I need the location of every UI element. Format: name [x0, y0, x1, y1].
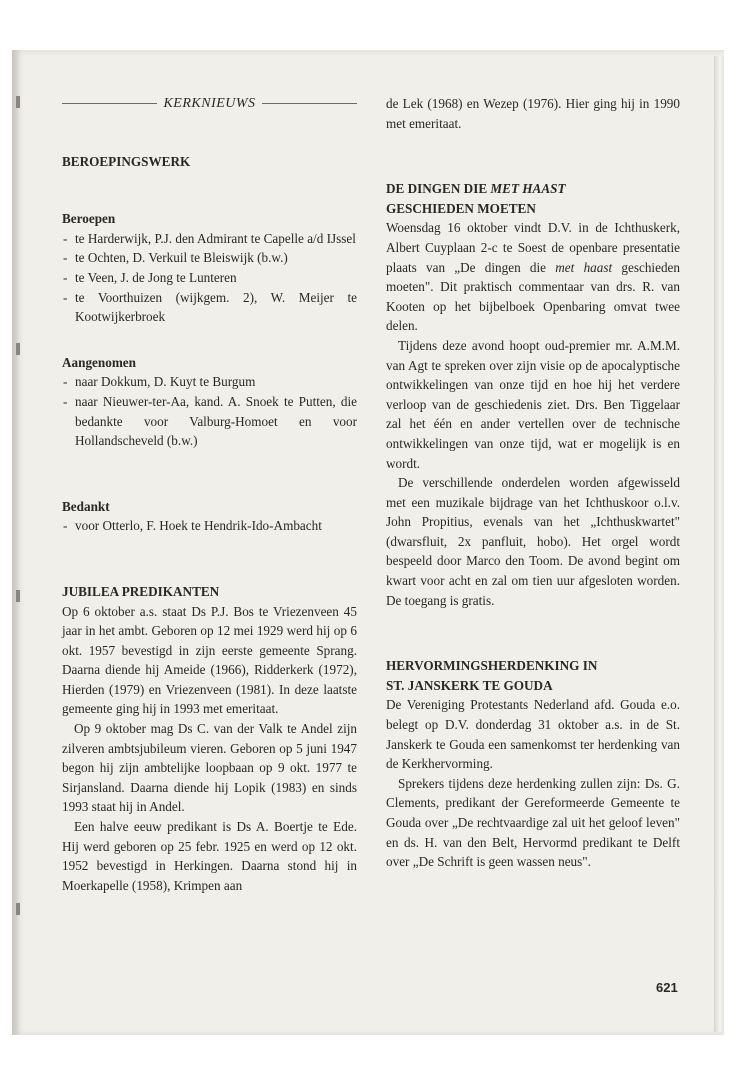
paragraph — [386, 218, 680, 336]
paragraph: De Vereniging Protestants Nederland afd. Gouda e.o. belegt op D.V. donderdag 31 oktober a.s. in de St. Janskerk te Gouda een samenkomst ter herdenking van de Kerkhervorming. — [386, 697, 680, 772]
heading-part: DE DINGEN DIE — [386, 181, 491, 197]
heading-hervormingsherdenking — [386, 656, 680, 695]
masthead — [62, 94, 357, 114]
heading-part: HERVORMINGSHERDENKING IN — [386, 658, 598, 674]
margin-mark — [16, 343, 20, 355]
list-item: - naar Dokkum, D. Kuyt te Burgum — [62, 372, 357, 392]
paragraph-continuation: de Lek (1968) en Wezep (1976). Hier ging hij in 1990 met emeritaat. — [386, 96, 680, 131]
paragraph: Op 9 oktober mag Ds C. van der Valk te Andel zijn zilveren ambtsjubileum vieren. Geboren op 5 juni 1947 begon hij zijn ambtelijke loopbaan op 9 okt. 1977 te Sirjansland. Daarna diende hij Lopik (1983) en sinds 1993 staat hij in Andel. — [62, 721, 357, 815]
paragraph: De verschillende onderdelen worden afgewisseld met een muzikale bijdrage van het Ichthuskoor o.l.v. John Propitius, evenals van het „Ichthuskwartet" (dwarsfluit, 2x panfluit, hobo). Het orgel wordt bespeeld door Marco den Toom. De avond begint om kwart voor acht en zal om tien uur afgesloten worden. De toegang is gratis. — [386, 475, 680, 608]
list-item: - te Harderwijk, P.J. den Admirant te Capelle a/d IJssel — [62, 229, 357, 249]
margin-mark — [16, 96, 20, 108]
text-run: Woensdag 16 oktober vindt D.V. in de Ichthuskerk, Albert Cuyplaan 2-c te Soest de openbare presentatie plaats van „De dingen die — [386, 220, 680, 275]
left-column — [62, 94, 357, 895]
heading-part: GESCHIEDEN MOETEN — [386, 200, 536, 216]
list-item: - voor Otterlo, F. Hoek te Hendrik-Ido-Ambacht — [62, 516, 357, 536]
page-binding — [12, 50, 20, 1035]
right-column — [386, 94, 680, 872]
masthead-title: KERKNIEUWS — [163, 96, 256, 111]
list-aangenomen — [62, 372, 357, 450]
text-italic: met haast — [555, 259, 613, 275]
heading-beroepen: Beroepen — [62, 211, 116, 227]
heading-jubilea-predikanten: JUBILEA PREDIKANTEN — [62, 583, 220, 599]
page-edge — [714, 56, 724, 1032]
margin-mark — [16, 590, 20, 602]
heading-italic: MET HAAST — [490, 181, 566, 197]
heading-bedankt: Bedankt — [62, 498, 110, 514]
paragraph: Een halve eeuw predikant is Ds A. Boertje te Ede. Hij werd geboren op 25 febr. 1925 en werd op 12 okt. 1952 bevestigd in Herkingen. Daarna stond hij in Moerkapelle (1958), Krimpen aan — [62, 819, 357, 893]
paragraph: Op 6 oktober a.s. staat Ds P.J. Bos te Vriezenveen 45 jaar in het ambt. Geboren op 12 mei 1929 werd hij op 6 okt. 1957 bevestigd in zijn eerste gemeente Sprang. Daarna diende hij Ameide (1966), Ridderkerk (1972), Hierden (1979) en Vriezenveen (1981). In deze laatste gemeente ging hij in 1993 met emeritaat. — [62, 603, 357, 717]
masthead-rule-left — [62, 103, 157, 104]
list-bedankt — [62, 516, 357, 536]
heading-dingen-met-haast — [386, 179, 680, 218]
list-item: - te Veen, J. de Jong te Lunteren — [62, 268, 357, 288]
list-item: - te Voorthuizen (wijkgem. 2), W. Meijer te Kootwijkerbroek — [62, 288, 357, 327]
heading-part: ST. JANSKERK TE GOUDA — [386, 677, 553, 693]
margin-mark — [16, 903, 20, 915]
list-item: - naar Nieuwer-ter-Aa, kand. A. Snoek te Putten, die bedankte voor Valburg-Homoet en voor Hollandscheveld (b.w.) — [62, 392, 357, 451]
list-item: - te Ochten, D. Verkuil te Bleiswijk (b.w.) — [62, 248, 357, 268]
paragraph: Tijdens deze avond hoopt oud-premier mr. A.M.M. van Agt te spreken over zijn visie op de apocalyptische ontwikkelingen van onze tijd en hoe hij het verdere verloop van de geschiedenis ziet. Drs. Ben Tiggelaar zal het één en ander vertellen over de technische ontwikkelingen van onze tijd, wat er mogelijk is en wordt. — [386, 337, 680, 471]
heading-aangenomen: Aangenomen — [62, 354, 136, 370]
masthead-rule-right — [262, 103, 357, 104]
page-number: 621 — [656, 980, 678, 995]
paragraph: Sprekers tijdens deze herdenking zullen zijn: Ds. G. Clements, predikant der Gereformeerde Gemeente te Gouda over „De rechtvaardige zal uit het geloof leven" en ds. H. van den Belt, Hervormd predikant te Delft over „De Schrift is geen wassen neus". — [386, 775, 680, 870]
text-run: geschieden moeten". Dit praktisch commentaar van drs. R. van Kooten op het bijbelboek Openbaring omvat twee delen. — [386, 259, 680, 334]
section-title-beroepingswerk: BEROEPINGSWERK — [62, 153, 191, 169]
list-beroepen — [62, 229, 357, 327]
